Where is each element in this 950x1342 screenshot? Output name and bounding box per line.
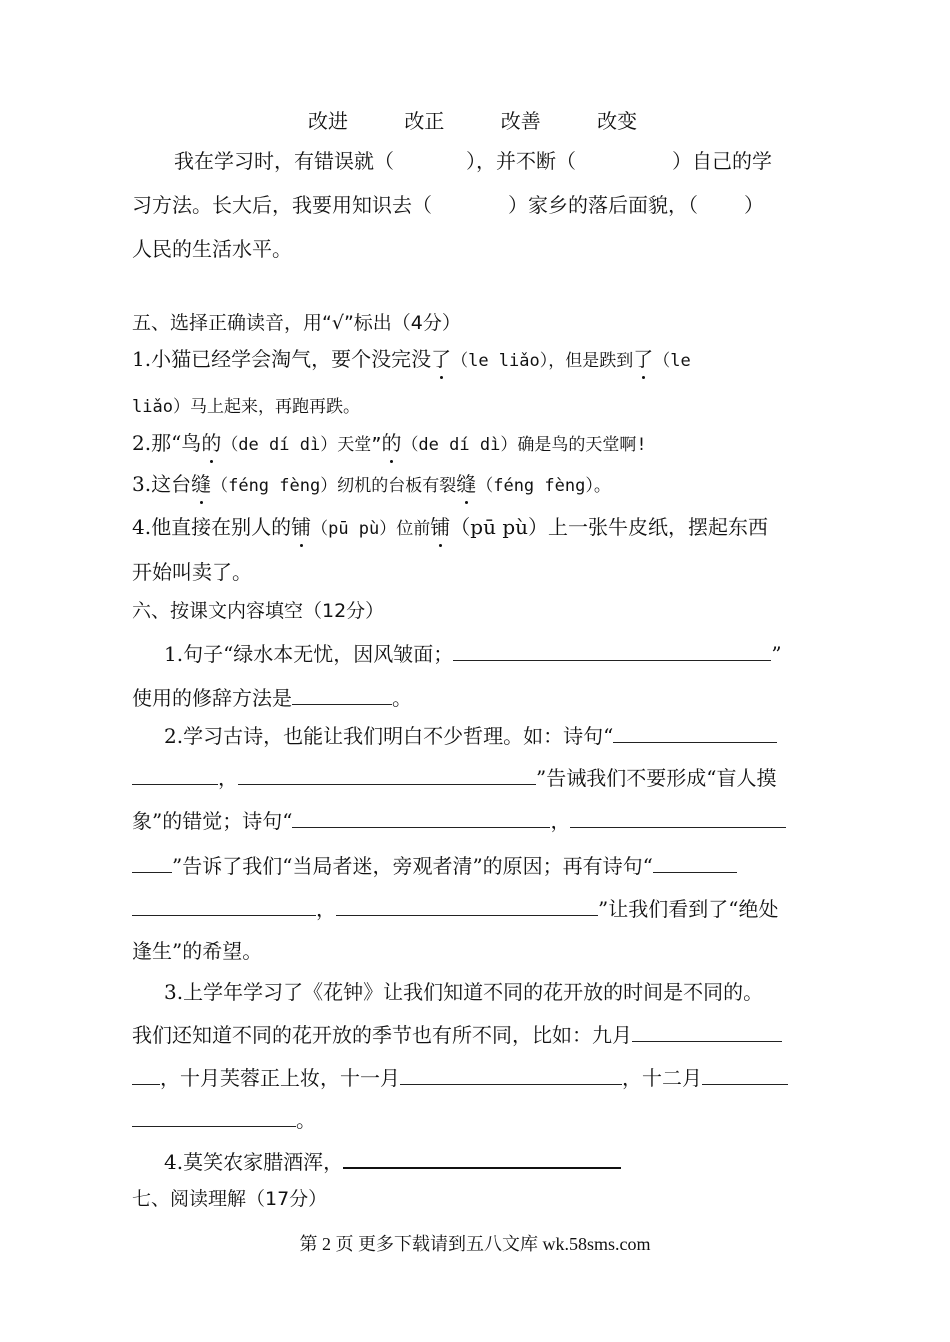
question-line: 3.上学年学习了《花钟》让我们知道不同的花开放的时间是不同的。: [164, 980, 764, 1004]
word-bank: [308, 108, 728, 134]
question-line: 3.这台缝（féng fèng）纫机的台板有裂缝（féng fèng）。: [132, 472, 611, 496]
section-title: 五、选择正确读音，用“√”标出（4分）: [132, 312, 461, 334]
question-line: 使用的修辞方法是 。: [132, 686, 412, 710]
blank-field[interactable]: [702, 1064, 788, 1085]
question-line: ， ”告诫我们不要形成“盲人摸: [132, 764, 846, 791]
question-line: 。: [132, 1106, 846, 1133]
blank-field[interactable]: [400, 1064, 622, 1085]
passage-line: 我在学习时，有错误就（ ），并不断（ ）自己的学: [174, 149, 772, 173]
blank-field[interactable]: [132, 895, 316, 916]
blank-field[interactable]: [698, 192, 744, 212]
blank-field[interactable]: [653, 852, 737, 873]
blank-field[interactable]: [292, 684, 392, 705]
word-option: 改善: [500, 109, 541, 133]
word-option: 改正: [404, 109, 445, 133]
blank-field[interactable]: [336, 895, 598, 916]
question-line: 1.小猫已经学会淘气，要个没完没了（le liǎo），但是跌到了（le: [132, 347, 691, 371]
question-line: ， ”让我们看到了“绝处: [132, 895, 846, 922]
question-line: 我们还知道不同的花开放的季节也有所不同，比如：九月: [132, 1021, 846, 1048]
passage-line: 习方法。长大后，我要用知识去（ ）家乡的落后面貌，（ ）: [132, 193, 764, 217]
word-option: 改进: [308, 109, 348, 133]
question-line: 开始叫卖了。: [132, 560, 252, 584]
passage-line: 人民的生活水平。: [132, 237, 292, 261]
blank-field[interactable]: [570, 807, 786, 828]
question-line: 逢生”的希望。: [132, 939, 263, 963]
blank-field[interactable]: [132, 764, 218, 785]
section-title: 六、按课文内容填空（12分）: [132, 600, 385, 622]
blank-field[interactable]: [292, 807, 550, 828]
question-line: ”告诉了我们“当局者迷，旁观者清”的原因；再有诗句“: [132, 852, 846, 879]
blank-field[interactable]: [238, 764, 536, 785]
blank-field[interactable]: [132, 852, 172, 873]
section-title: 七、阅读理解（17分）: [132, 1188, 328, 1210]
blank-field[interactable]: [132, 1064, 160, 1085]
question-line: 2.学习古诗，也能让我们明白不少哲理。如：诗句“: [164, 722, 846, 749]
blank-field[interactable]: [343, 1147, 621, 1169]
blank-field[interactable]: [576, 148, 672, 168]
blank-field[interactable]: [453, 640, 771, 661]
question-line: 象”的错觉；诗句“ ，: [132, 807, 846, 834]
blank-field[interactable]: [432, 192, 508, 212]
question-line: 4.莫笑农家腊酒浑，: [164, 1147, 846, 1175]
question-line: ，十月芙蓉正上妆，十一月 ，十二月: [132, 1064, 846, 1091]
question-line: 4.他直接在别人的铺（pū pù）位前铺（pū pù）上一张牛皮纸，摆起东西: [132, 515, 769, 539]
blank-field[interactable]: [632, 1021, 782, 1042]
blank-field[interactable]: [613, 722, 777, 743]
page-footer: 第 2 页 更多下载请到五八文库 wk.58sms.com: [299, 1234, 651, 1254]
word-option: 改变: [597, 109, 638, 133]
blank-field[interactable]: [132, 1106, 296, 1127]
blank-field[interactable]: [394, 148, 466, 168]
question-line: 1.句子“绿水本无忧，因风皱面； ”: [164, 642, 782, 666]
question-line: liǎo）马上起来，再跑再跌。: [132, 397, 360, 417]
question-line: 2.那“鸟的（de dí dì）天堂”的（de dí dì）确是鸟的天堂啊!: [132, 431, 647, 455]
